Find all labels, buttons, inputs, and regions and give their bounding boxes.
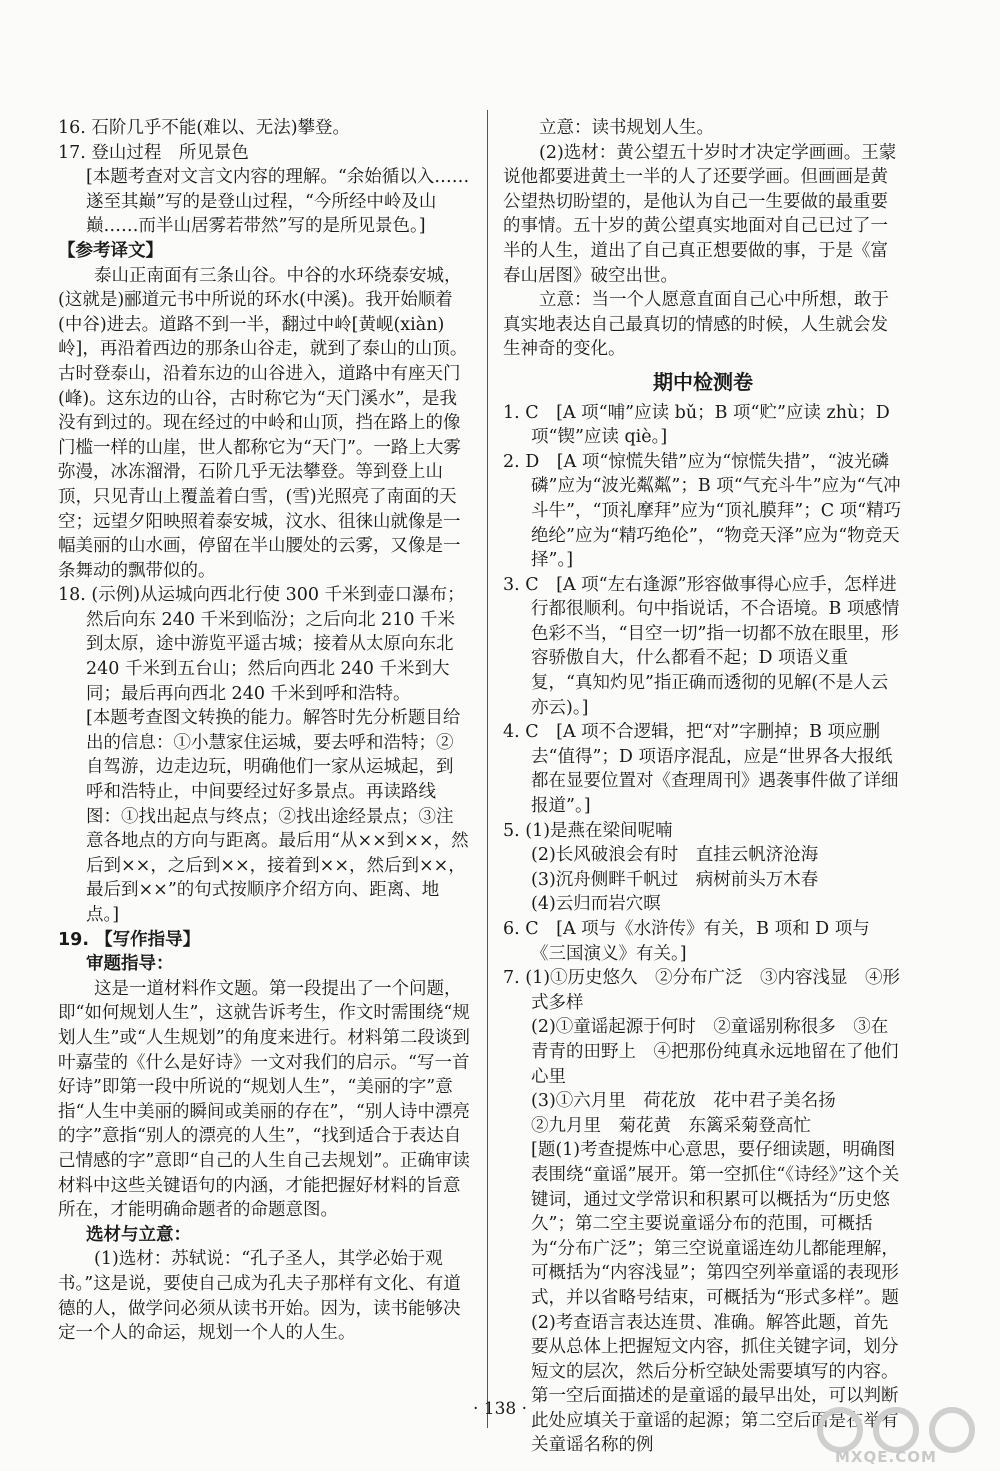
- reference-translation-heading: 【参考译文】: [58, 240, 163, 261]
- xuancai-heading: 选材与立意：: [86, 1224, 191, 1245]
- reference-translation-text: 泰山正南面有三条山谷。中谷的水环绕泰安城，(这就是)郦道元书中所说的环水(中溪)。我开始顺着(中谷)进去。道路不到一半，翻过中岭[黄岘(xiàn)岭]，再沿着西边的那条山谷走，就到了泰山的山顶。古时登泰山，沿着东边的山谷进入，道路中有座天门(峰)。这东边的山谷，古时称它为“天门溪水”，是我没有到过的。现在经过的中岭和山顶，挡在路上的像门槛一样的山崖，世人都称它为“天门”。一路上大雾弥漫，冰冻溜滑，石阶几乎无法攀登。等到登上山顶，只见青山上覆盖着白雪，(雪)光照亮了南面的天空；远望夕阳映照着泰安城，汶水、徂徕山就像是一幅美丽的山水画，停留在半山腰处的云雾，又像是一条舞动的飘带似的。: [58, 265, 468, 581]
- answer-19-heading: 19. 【写作指导】: [58, 929, 201, 950]
- midterm-answer-1: 1. C [A 项“哺”应读 bǔ；B 项“贮”应读 zhù；D 项“锲”应读 qiè。]: [503, 402, 890, 448]
- midterm-answer-5-4: (4)云归而岩穴暝: [531, 894, 661, 915]
- shenti-heading: 审题指导：: [86, 954, 174, 975]
- midterm-answer-6: 6. C [A 项与《水浒传》有关，B 项和 D 项与《三国演义》有关。]: [503, 919, 870, 964]
- midterm-answer-7-2: (2)①童谣起源于何时 ②童谣别称很多 ③在青青的田野上 ④把那份纯真永远地留在了他们心里: [531, 1017, 899, 1087]
- section-title: 期中检测卷: [653, 369, 753, 394]
- midterm-answer-5-1: 5. (1)是燕在梁间呢喃: [503, 820, 673, 841]
- midterm-answer-2: 2. D [A 项“惊慌失错”应为“惊慌失措”，“波光磷磷”应为“波光粼粼”；B 项“气充斗牛”应为“气冲斗牛”，“顶礼摩拜”应为“顶礼膜拜”；C 项“精巧绝纶”应为“精巧绝伦”，“物竞天泽”应为“物竞天择”。]: [503, 451, 902, 571]
- answer-17: 17. 登山过程 所见景色: [58, 142, 249, 163]
- xuancai-2: (2)选材：黄公望五十岁时才决定学画画。王蒙说他都要进黄土一半的人了还要学画。但画画是黄公望热切盼望的，是他认为自己一生要做的最重要的事情。五十岁的黄公望真实地面对自己已过了一半的人生，道出了自己真正想要做的事，于是《富春山居图》破空出世。: [503, 142, 897, 286]
- midterm-answer-7-note: [题(1)考查提炼中心意思，要仔细读题，明确图表围绕“童谣”展开。第一空抓住“《诗经》”这个关键词，通过文学常识和积累可以概括为“历史悠久”；第二空主要说童谣分布的范围，可概括为“分布广泛”；第三空说童谣连幼儿都能理解，可概括为“内容浅显”；第四空列举童谣的表现形式，并以省略号结束，可概括为“形式多样”。题(2)考查语言表达连贯、准确。解答此题，首先要从总体上把握短文内容，抓住关键字词，划分短文的层次，然后分析空缺处需要填写的内容。第一空后面描述的是童谣的最早出处，可以判断此处应填关于童谣的起源；第二空后面是在举有关童谣名称的例: [531, 1140, 900, 1456]
- left-column: [58, 116, 470, 1346]
- midterm-answer-5-3: (3)沉舟侧畔千帆过 病树前头万木春: [531, 869, 819, 890]
- midterm-answer-4: 4. C [A 项不合逻辑，把“对”字删掉；B 项应删去“值得”；D 项语序混乱，应是“世界各大报纸都在显要位置对《查理周刊》遇袭事件做了详细报道”。]: [503, 722, 899, 817]
- answer-18-note: [本题考查图文转换的能力。解答时先分析题目给出的信息：①小慧家住运城，要去呼和浩特；②自驾游，边走边玩，明确他们一家从运城起，到呼和浩特止，中间要经过好多景点。再读路线图：①找出起点与终点；②找出途经景点；③注意各地点的方向与距离。最后用“从××到××，然后到××，之后到××，接着到××，然后到××，最后到××”的句式按顺序介绍方向、距离、地点。]: [86, 708, 469, 925]
- midterm-answer-3: 3. C [A 项“左右逢源”形容做事得心应手，怎样进行都很顺利。句中指说话，不合语境。B 项感情色彩不当，“目空一切”指一切都不放在眼里，形容骄傲自大，什么都看不起；D 项语义重复，“真知灼见”指正确而透彻的见解(不是人云亦云)。]: [503, 574, 900, 718]
- midterm-answer-7-1: 7. (1)①历史悠久 ②分布广泛 ③内容浅显 ④形式多样: [503, 968, 901, 1013]
- right-column: [503, 116, 903, 1458]
- answer-16: 16. 石阶几乎不能(难以、无法)攀登。: [58, 118, 351, 138]
- answer-18: 18. (示例)从运城向西北行使 300 千米到壶口瀑布；然后向东 240 千米到临汾；之后向北 210 千米到太原，途中游览平遥古城；接着从太原向东北 240 千米到五台山；然后向西北 240 千米到大同；最后再向西北 240 千米到呼和浩特。: [58, 585, 465, 704]
- page-number: · 138 ·: [472, 1399, 528, 1419]
- liyi-1: 立意：读书规划人生。: [539, 118, 714, 138]
- column-divider: [487, 110, 488, 1428]
- answer-17-note: [本题考查对文言文内容的理解。“余始循以入……遂至其巅”写的是登山过程，“今所经中岭及山巅……而半山居雾若带然”写的是所见景色。]: [86, 167, 470, 237]
- liyi-2: 立意：当一个人愿意直面自己心中所想，敢于真实地表达自己最真切的情感的时候，人生就会发生神奇的变化。: [503, 290, 889, 360]
- shenti-text: 这是一道材料作文题。第一段提出了一个问题，即“如何规划人生”，这就告诉考生，作文时需围绕“规划人生”或“人生规划”的角度来进行。材料第二段谈到叶嘉莹的《什么是好诗》一文对我们的启示。“写一首好诗”即第一段中所说的“规划人生”，“美丽的字”意指“人生中美丽的瞬间或美丽的存在”，“别人诗中漂亮的字”意指“别人的漂亮的人生”，“找到适合于表达自己情感的字”意即“自己的人生自己去规划”。正确审读材料中这些关键语句的内涵，才能把握好材料的旨意所在，才能明确命题者的命题意图。: [58, 978, 470, 1221]
- midterm-answer-7-3b: ②九月里 菊花黄 东篱采菊登高忙: [531, 1115, 811, 1136]
- midterm-answer-7-3a: (3)①六月里 荷花放 花中君子美名扬: [531, 1091, 836, 1112]
- watermark-text: MXQE.COM: [835, 1448, 937, 1466]
- midterm-answer-5-2: (2)长风破浪会有时 直挂云帆济沧海: [531, 845, 819, 866]
- xuancai-1: (1)选材：苏轼说：“孔子圣人，其学必始于观书。”这是说，要使自己成为孔夫子那样有文化、有道德的人，做学问必须从读书开始。因为，读书能够决定一个人的命运，规划一个人的人生。: [58, 1249, 461, 1344]
